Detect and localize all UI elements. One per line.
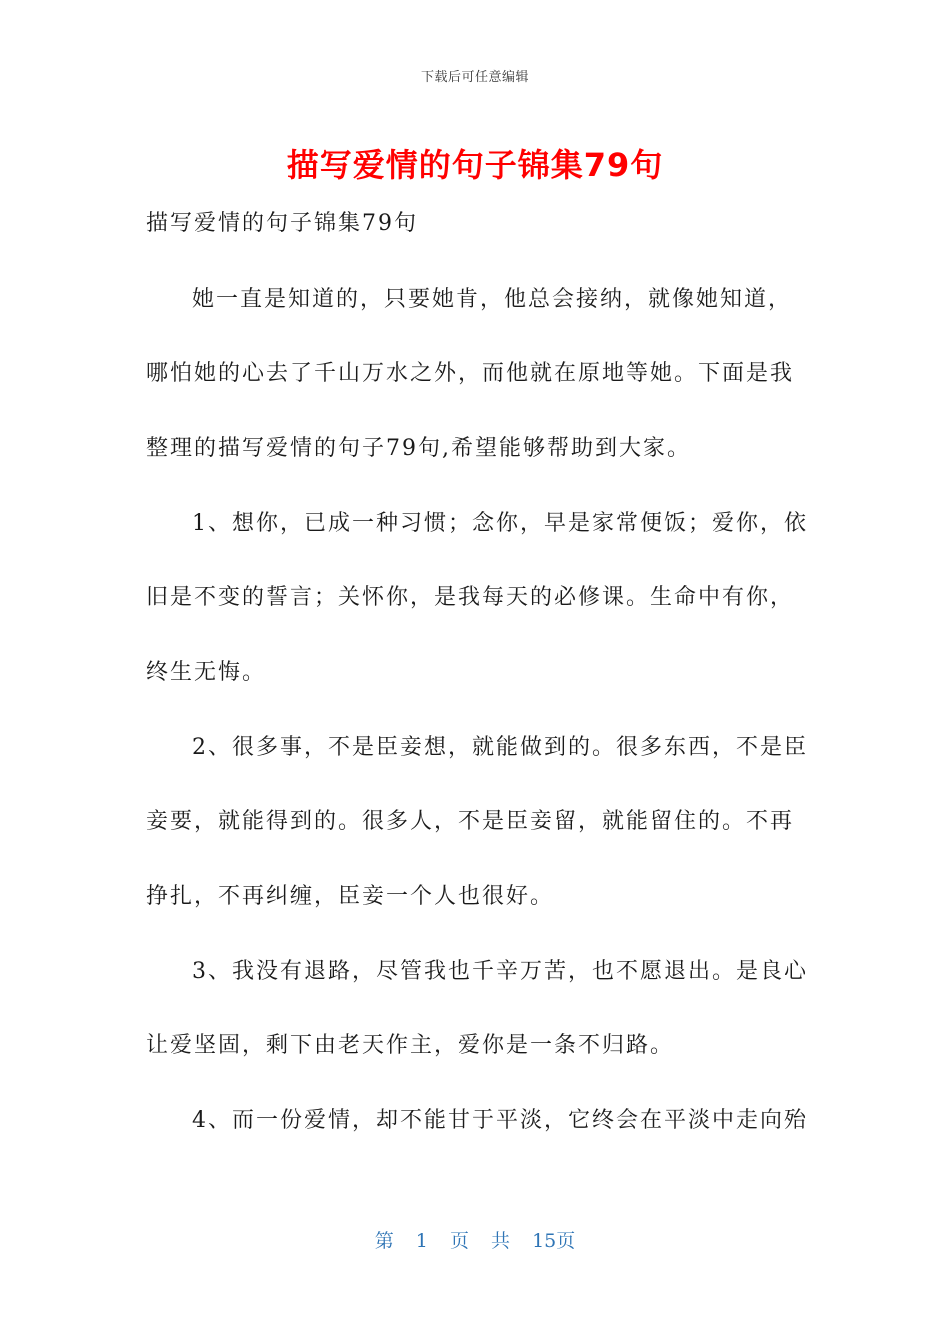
document-title: 描写爱情的句子锦集79句	[286, 146, 664, 184]
paragraph-line: 挣扎，不再纠缠，臣妾一个人也很好。	[146, 884, 555, 909]
paragraph-line: 终生无悔。	[146, 660, 267, 685]
paragraph-line: 1、想你，已成一种习惯；念你，早是家常便饭；爱你，依	[192, 511, 808, 536]
footer-page-word: 页	[449, 1230, 469, 1252]
footer-page-number: 1	[415, 1230, 428, 1252]
footer-total-word: 共	[491, 1230, 511, 1252]
footer-prefix: 第	[374, 1230, 394, 1252]
paragraph-line: 整理的描写爱情的句子79句,希望能够帮助到大家。	[146, 436, 691, 461]
footer-total-pages: 15页	[532, 1230, 576, 1252]
paragraph-line: 3、我没有退路，尽管我也千辛万苦，也不愿退出。是良心	[192, 959, 808, 984]
paragraph-line: 她一直是知道的，只要她肯，他总会接纳，就像她知道，	[192, 287, 793, 312]
paragraph-line: 让爱坚固，剩下由老天作主，爱你是一条不归路。	[146, 1033, 675, 1058]
document-subtitle: 描写爱情的句子锦集79句	[146, 211, 418, 236]
paragraph-line: 2、很多事，不是臣妾想，就能做到的。很多东西，不是臣	[192, 735, 808, 760]
page-footer	[0, 1226, 950, 1253]
paragraph-line: 4、而一份爱情，却不能甘于平淡，它终会在平淡中走向殆	[192, 1108, 808, 1133]
paragraph-line: 哪怕她的心去了千山万水之外，而他就在原地等她。下面是我	[146, 361, 795, 386]
paragraph-line: 妾要，就能得到的。很多人，不是臣妾留，就能留住的。不再	[146, 809, 795, 834]
header-note: 下载后可任意编辑	[420, 70, 529, 85]
paragraph-line: 旧是不变的誓言；关怀你，是我每天的必修课。生命中有你，	[146, 585, 795, 610]
